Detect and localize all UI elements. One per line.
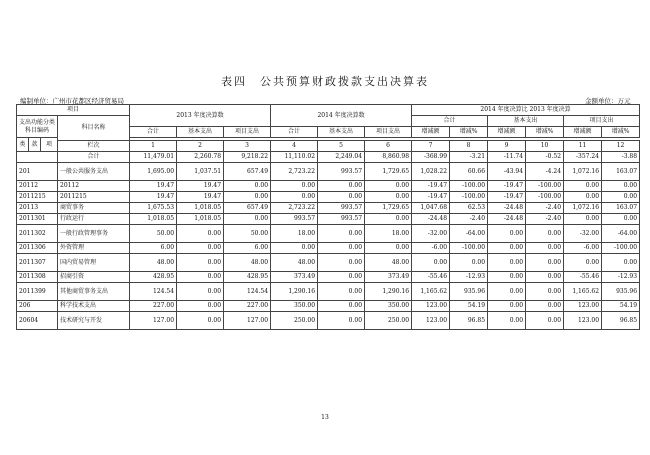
row-value: -64.00	[450, 225, 488, 243]
header-2014-total: 合计	[271, 127, 318, 138]
row-value: -6.00	[564, 243, 602, 254]
row-value: 0.00	[450, 254, 488, 272]
row-subject-name: 科学技术支出	[58, 301, 130, 312]
row-value: 96.85	[450, 312, 488, 330]
header-2014: 2014 年度决算数	[271, 105, 412, 127]
row-value: 0.00	[318, 254, 365, 272]
table-body	[17, 152, 640, 330]
row-value: 0.00	[526, 301, 564, 312]
table-row	[17, 272, 640, 283]
row-value: 2,723.22	[271, 163, 318, 181]
row-value: 2,249.04	[318, 152, 365, 163]
row-value: -19.47	[488, 181, 526, 192]
row-value: -0.52	[526, 152, 564, 163]
row-value: 350.00	[365, 301, 412, 312]
row-value: 0.00	[564, 214, 602, 225]
header-basic-inc-amt: 增减额	[488, 127, 526, 138]
row-value: 1,165.62	[412, 283, 450, 301]
row-value: -3.88	[602, 152, 640, 163]
row-value: 428.95	[130, 272, 177, 283]
row-subject-name: 合计	[58, 152, 130, 163]
row-value: 0.00	[488, 301, 526, 312]
header-func-code: 支出功能分类科目编码	[17, 116, 58, 138]
row-value: 0.00	[564, 254, 602, 272]
col-num: 6	[365, 141, 412, 152]
col-num: 10	[526, 141, 564, 152]
row-value: 1,290.16	[271, 283, 318, 301]
row-code: 201	[17, 163, 58, 181]
col-num: 7	[412, 141, 450, 152]
row-value: 1,047.68	[412, 203, 450, 214]
row-value: 1,729.65	[365, 163, 412, 181]
row-value: 1,018.05	[177, 214, 224, 225]
col-num: 1	[130, 141, 177, 152]
row-value: 2,723.22	[271, 203, 318, 214]
row-value: 0.00	[271, 181, 318, 192]
row-value: 0.00	[224, 181, 271, 192]
row-code	[17, 152, 58, 163]
row-value: 1,072.16	[564, 203, 602, 214]
row-value: 993.57	[318, 163, 365, 181]
col-num: 2	[177, 141, 224, 152]
row-value: 54.19	[450, 301, 488, 312]
row-value: 163.07	[602, 203, 640, 214]
table-title: 表四 公共预算财政拨款支出决算表	[221, 75, 429, 88]
row-value: -19.47	[488, 192, 526, 203]
row-value: 60.66	[450, 163, 488, 181]
row-value: 0.00	[365, 214, 412, 225]
row-value: 993.57	[271, 214, 318, 225]
row-value: -6.00	[412, 243, 450, 254]
row-value: 123.00	[564, 312, 602, 330]
row-value: 0.00	[488, 272, 526, 283]
col-num: 8	[450, 141, 488, 152]
row-value: 0.00	[271, 243, 318, 254]
row-value: 0.00	[488, 243, 526, 254]
page-number: 13	[321, 414, 329, 421]
row-value: 1,072.16	[564, 163, 602, 181]
row-value: -24.48	[488, 214, 526, 225]
row-value: -11.74	[488, 152, 526, 163]
row-value: 0.00	[602, 181, 640, 192]
row-value: 0.00	[177, 225, 224, 243]
row-value: 0.00	[365, 181, 412, 192]
row-value: -368.99	[412, 152, 450, 163]
row-value: -19.47	[412, 181, 450, 192]
table-row	[17, 214, 640, 225]
row-value: 9,218.22	[224, 152, 271, 163]
row-value: 50.00	[130, 225, 177, 243]
row-value: 0.00	[177, 283, 224, 301]
row-value: 127.00	[130, 312, 177, 330]
header-total-inc-pct: 增减%	[450, 127, 488, 138]
header-2013-project: 项目支出	[224, 127, 271, 138]
row-value: 350.00	[271, 301, 318, 312]
row-value: 0.00	[602, 214, 640, 225]
table-row	[17, 301, 640, 312]
row-value: 0.00	[526, 272, 564, 283]
row-value: 0.00	[224, 192, 271, 203]
col-num: 4	[271, 141, 318, 152]
row-value: 48.00	[224, 254, 271, 272]
header-project: 项目	[17, 105, 130, 116]
header-total-inc-amt: 增减额	[412, 127, 450, 138]
row-value: 0.00	[488, 283, 526, 301]
row-value: -24.48	[488, 203, 526, 214]
row-value: -12.93	[450, 272, 488, 283]
row-value: 48.00	[365, 254, 412, 272]
row-value: -100.00	[450, 192, 488, 203]
col-num: 11	[564, 141, 602, 152]
row-value: 0.00	[602, 192, 640, 203]
header-xiang: 项	[41, 138, 58, 152]
row-value: 0.00	[412, 254, 450, 272]
row-code: 206	[17, 301, 58, 312]
row-value: -19.47	[412, 192, 450, 203]
header-2013: 2013 年度决算数	[130, 105, 271, 127]
row-value: 0.00	[318, 283, 365, 301]
header-kuan: 款	[29, 138, 41, 152]
header-project-inc-amt: 增减额	[564, 127, 602, 138]
header-2013-total: 合计	[130, 127, 177, 138]
row-value: 0.00	[318, 312, 365, 330]
row-subject-name: 一般行政管理事务	[58, 225, 130, 243]
row-value: 0.00	[318, 192, 365, 203]
header-2014-basic: 基本支出	[318, 127, 365, 138]
row-code: 2011399	[17, 283, 58, 301]
row-value: 127.00	[224, 312, 271, 330]
table-row	[17, 225, 640, 243]
row-value: 54.19	[602, 301, 640, 312]
row-value: 0.00	[318, 181, 365, 192]
header-row-1	[17, 105, 640, 116]
row-value: 0.00	[488, 312, 526, 330]
row-value: 19.47	[130, 192, 177, 203]
row-value: 0.00	[526, 243, 564, 254]
row-subject-name: 2011215	[58, 192, 130, 203]
row-value: 935.96	[602, 283, 640, 301]
row-value: 11,479.01	[130, 152, 177, 163]
row-value: -100.00	[450, 181, 488, 192]
row-value: 0.00	[177, 254, 224, 272]
row-value: 19.47	[177, 192, 224, 203]
row-value: 1,018.05	[130, 214, 177, 225]
row-value: 123.00	[564, 301, 602, 312]
row-value: 0.00	[177, 301, 224, 312]
row-value: -64.00	[602, 225, 640, 243]
header-compare: 2014 年度决算比 2013 年度决算	[412, 105, 640, 116]
row-value: 993.57	[318, 203, 365, 214]
row-value: -32.00	[412, 225, 450, 243]
row-value: 1,165.62	[564, 283, 602, 301]
row-value: 657.49	[224, 203, 271, 214]
row-subject-name: 商贸事务	[58, 203, 130, 214]
row-value: 0.00	[318, 301, 365, 312]
row-subject-name: 招商引资	[58, 272, 130, 283]
row-code: 2011302	[17, 225, 58, 243]
row-value: 0.00	[564, 181, 602, 192]
row-value: 0.00	[602, 254, 640, 272]
row-subject-name: 20112	[58, 181, 130, 192]
row-value: 0.00	[177, 243, 224, 254]
row-value: 1,675.53	[130, 203, 177, 214]
table-row	[17, 192, 640, 203]
row-subject-name: 其他商贸事务支出	[58, 283, 130, 301]
row-value: 19.47	[130, 181, 177, 192]
row-value: 0.00	[526, 312, 564, 330]
column-number-row	[17, 141, 640, 152]
row-value: 1,695.00	[130, 163, 177, 181]
row-value: 11,110.02	[271, 152, 318, 163]
col-num: 9	[488, 141, 526, 152]
table-row	[17, 254, 640, 272]
col-label: 栏次	[58, 141, 130, 152]
row-code: 20113	[17, 203, 58, 214]
row-value: 0.00	[564, 192, 602, 203]
row-value: 935.96	[450, 283, 488, 301]
row-value: 0.00	[365, 192, 412, 203]
row-value: 124.54	[130, 283, 177, 301]
row-subject-name: 行政运行	[58, 214, 130, 225]
row-subject-name: 一般公共服务支出	[58, 163, 130, 181]
row-value: 0.00	[488, 254, 526, 272]
row-value: -100.00	[526, 192, 564, 203]
row-value: -4.24	[526, 163, 564, 181]
col-num: 3	[224, 141, 271, 152]
row-subject-name: 技术研究与开发	[58, 312, 130, 330]
row-value: 0.00	[488, 225, 526, 243]
row-value: 18.00	[271, 225, 318, 243]
row-value: 0.00	[365, 243, 412, 254]
row-value: 18.00	[365, 225, 412, 243]
row-value: 657.49	[224, 163, 271, 181]
row-value: -357.24	[564, 152, 602, 163]
row-subject-name: 外资管理	[58, 243, 130, 254]
row-value: 0.00	[271, 192, 318, 203]
row-value: -100.00	[602, 243, 640, 254]
reporting-unit: 编制单位：广州市花都区经济贸易局	[20, 97, 124, 105]
header-compare-total: 合计	[412, 116, 488, 127]
header-basic-inc-pct: 增减%	[526, 127, 564, 138]
row-value: 373.49	[271, 272, 318, 283]
row-value: 1,037.51	[177, 163, 224, 181]
header-compare-basic: 基本支出	[488, 116, 564, 127]
table-row	[17, 312, 640, 330]
row-value: 0.00	[318, 243, 365, 254]
row-value: -32.00	[564, 225, 602, 243]
row-value: 250.00	[365, 312, 412, 330]
row-value: 1,290.16	[365, 283, 412, 301]
row-value: 8,860.98	[365, 152, 412, 163]
row-value: 0.00	[526, 254, 564, 272]
row-value: 993.57	[318, 214, 365, 225]
row-code: 2011301	[17, 214, 58, 225]
row-code: 2011215	[17, 192, 58, 203]
row-value: -55.46	[412, 272, 450, 283]
row-value: 0.00	[177, 272, 224, 283]
row-value: 6.00	[130, 243, 177, 254]
row-value: 123.00	[412, 312, 450, 330]
row-value: -2.40	[450, 214, 488, 225]
row-value: 6.00	[224, 243, 271, 254]
row-value: -55.46	[564, 272, 602, 283]
header-subject-name: 科目名称	[58, 116, 130, 141]
row-value: 19.47	[177, 181, 224, 192]
row-value: 0.00	[318, 225, 365, 243]
row-code: 2011308	[17, 272, 58, 283]
row-value: 250.00	[271, 312, 318, 330]
table-row	[17, 283, 640, 301]
col-num: 5	[318, 141, 365, 152]
row-value: 0.00	[224, 214, 271, 225]
row-value: 0.00	[177, 312, 224, 330]
row-code: 20112	[17, 181, 58, 192]
expenditure-table	[16, 104, 640, 330]
row-value: 1,729.65	[365, 203, 412, 214]
header-project-inc-pct: 增减%	[602, 127, 640, 138]
row-value: 0.00	[526, 283, 564, 301]
row-value: -3.21	[450, 152, 488, 163]
currency-unit: 金额单位：万元	[585, 97, 631, 105]
col-num: 12	[602, 141, 640, 152]
row-value: 0.00	[526, 225, 564, 243]
row-value: 48.00	[271, 254, 318, 272]
table-row	[17, 152, 640, 163]
row-value: -100.00	[526, 181, 564, 192]
table-row	[17, 203, 640, 214]
row-value: 1,018.05	[177, 203, 224, 214]
row-value: 96.85	[602, 312, 640, 330]
row-value: -2.40	[526, 203, 564, 214]
row-code: 2011306	[17, 243, 58, 254]
row-value: 227.00	[130, 301, 177, 312]
table-row	[17, 181, 640, 192]
row-value: -12.93	[602, 272, 640, 283]
row-value: -2.40	[526, 214, 564, 225]
header-2014-project: 项目支出	[365, 127, 412, 138]
row-subject-name: 国内贸易管理	[58, 254, 130, 272]
row-value: 48.00	[130, 254, 177, 272]
row-code: 20604	[17, 312, 58, 330]
row-value: 2,260.78	[177, 152, 224, 163]
row-value: -43.94	[488, 163, 526, 181]
row-value: -100.00	[450, 243, 488, 254]
row-value: 50.00	[224, 225, 271, 243]
table-row	[17, 243, 640, 254]
row-value: -24.48	[412, 214, 450, 225]
row-value: 124.54	[224, 283, 271, 301]
header-2013-basic: 基本支出	[177, 127, 224, 138]
header-compare-project: 项目支出	[564, 116, 640, 127]
row-value: 62.53	[450, 203, 488, 214]
row-value: 227.00	[224, 301, 271, 312]
header-lei: 类	[17, 138, 29, 152]
table-row	[17, 163, 640, 181]
row-value: 0.00	[318, 272, 365, 283]
row-value: 123.00	[412, 301, 450, 312]
row-value: 163.07	[602, 163, 640, 181]
row-code: 2011307	[17, 254, 58, 272]
row-value: 1,028.22	[412, 163, 450, 181]
row-value: 373.49	[365, 272, 412, 283]
row-value: 428.95	[224, 272, 271, 283]
